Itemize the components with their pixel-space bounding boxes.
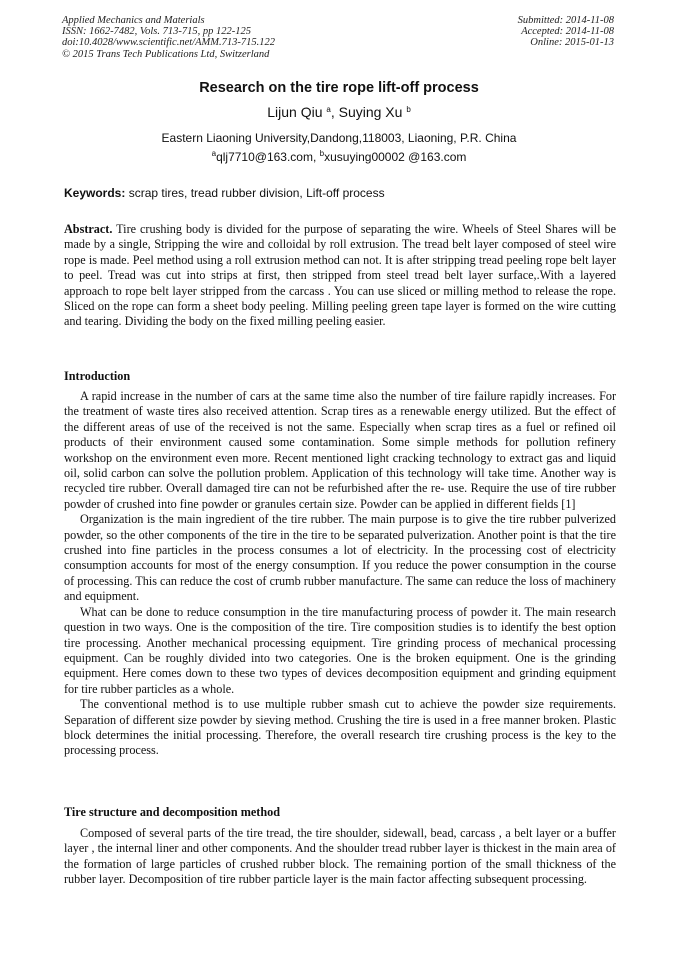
abstract-text: Tire crushing body is divided for the purpose of separating the wire. Wheels of Steel Shares will be made by a single, Stripping the wire and colloidal by roll extrusion. The tread belt layer composed of steel wire rope is made. Peel method using a roll extrusion method can not. It is after stripping tread peeling rope belt layer to peel. Tread was cut into strips at first, then stripped from steel tread belt layer surface,.With a layered approach to rope belt layer stripped from the carcass . You can use sliced or milling method to release the rope. Sliced on the rope can form a sheet body peeling. Milling peeling green tape layer is formed on the wire cutting and tearing. Dividing the body on the fixed milling peeling easier. <box>64 222 616 329</box>
paragraph: The conventional method is to use multiple rubber smash cut to achieve the powder size requirements. Separation of different size powder by sieving method. Crushing the tire is used in a free manner broken. Plastic block determines the initial processing. Therefore, the overall research tire crushing process is the key to the processing process. <box>64 697 616 758</box>
abstract <box>64 222 616 330</box>
paragraph: What can be done to reduce consumption in the tire manufacturing process of powder it. The main research question in two ways. One is the composition of the tire. Tire composition studies is to identify the best option tire processing. Another mechanical processing equipment. Tire grinding process of mechanical processing equipment. Can be roughly divided into two categories. One is the broken equipment. One is the grinding equipment. Here comes down to these two types of devices decomposition equipment and grinding equipment for tire rubber particles as a whole. <box>64 604 616 696</box>
keywords <box>64 186 616 200</box>
author-emails <box>0 150 678 164</box>
email-marker: b <box>319 149 325 158</box>
section-heading-tire-structure: Tire structure and decomposition method <box>64 805 280 819</box>
email-link[interactable]: xusuying00002 @163.com <box>324 150 467 164</box>
paragraph: Composed of several parts of the tire tread, the tire shoulder, sidewall, bead, carcass , a belt layer or a buffer layer , the internal liner and other components. And the shoulder tread rubber layer is thickest in the main area of the formation of large particles of crushed rubber block. The remaining portion of the small thickness of the rubber layer. Decomposition of tire rubber particle layer is the main factor affecting subsequent processing. <box>64 826 616 887</box>
keywords-text: scrap tires, tread rubber division, Lift-off process <box>125 186 385 200</box>
email-marker: a <box>211 149 217 158</box>
abstract-paragraph <box>64 222 616 330</box>
tire-structure-section <box>64 826 616 888</box>
section-heading-introduction: Introduction <box>64 369 131 383</box>
journal-copyright: © 2015 Trans Tech Publications Ltd, Switzerland <box>62 48 270 60</box>
email-link[interactable]: qlj7710@163.com, <box>216 150 320 164</box>
journal-issn: ISSN: 1662-7482, Vols. 713-715, pp 122-125 <box>62 26 251 38</box>
author-list <box>0 104 678 120</box>
author-separator: , <box>330 104 339 120</box>
submitted-date: Submitted: 2014-11-08 <box>517 15 614 26</box>
author-marker: b <box>406 105 411 114</box>
journal-doi[interactable]: doi:10.4028/www.scientific.net/AMM.713-715.122 <box>62 37 275 49</box>
journal-name: Applied Mechanics and Materials <box>62 15 205 26</box>
affiliation: Eastern Liaoning University,Dandong,118003, Liaoning, P.R. China <box>161 131 517 145</box>
author-name: Lijun Qiu <box>267 104 323 120</box>
online-date: Online: 2015-01-13 <box>530 37 614 49</box>
accepted-date: Accepted: 2014-11-08 <box>521 26 614 38</box>
paragraph: Organization is the main ingredient of the tire rubber. The main purpose is to give the tire rubber pulverized powder, so the other components of the tire in the tire to be separated pulverization. Another point is that the tire crushed into fine particles in the process consumes a lot of electricity. In the processing cost of electricity consumption accounts for most of the energy consumption. If you reduce the power consumption in the course of processing. This can reduce the cost of crumb rubber manufacture. The same can reduce the loss of machinery and equipment. <box>64 512 616 604</box>
keywords-label: Keywords: <box>64 186 126 200</box>
author-name: Suying Xu <box>338 104 403 120</box>
introduction-section <box>64 389 616 759</box>
publication-dates <box>518 15 614 49</box>
paragraph: A rapid increase in the number of cars at the same time also the number of tire failure rapidly increases. For the treatment of waste tires also received attention. Scrap tires as a renewable energy utilized. But the effect of the different areas of use of the received is not the same. Especially when scrap tires as a fuel or refined oil products of their environment caused some contamination. Some simple methods for pollution refinery workshop on the environment even more. Recent mentioned light cracking technology to extract gas and liquid oil, solid carbon can solve the pollution problem. Application of this technology will take time. Another way is recycled tire rubber. Overall damaged tire can not be refurbished after the re- use. Require the use of tire rubber powder of crushed into fine powder or granules certain size. Powder can be applied in different fields [1] <box>64 389 616 511</box>
author-marker: a <box>326 105 331 114</box>
journal-header <box>62 15 275 60</box>
abstract-label: Abstract. <box>64 222 113 236</box>
paper-title: Research on the tire rope lift-off process <box>199 80 479 96</box>
